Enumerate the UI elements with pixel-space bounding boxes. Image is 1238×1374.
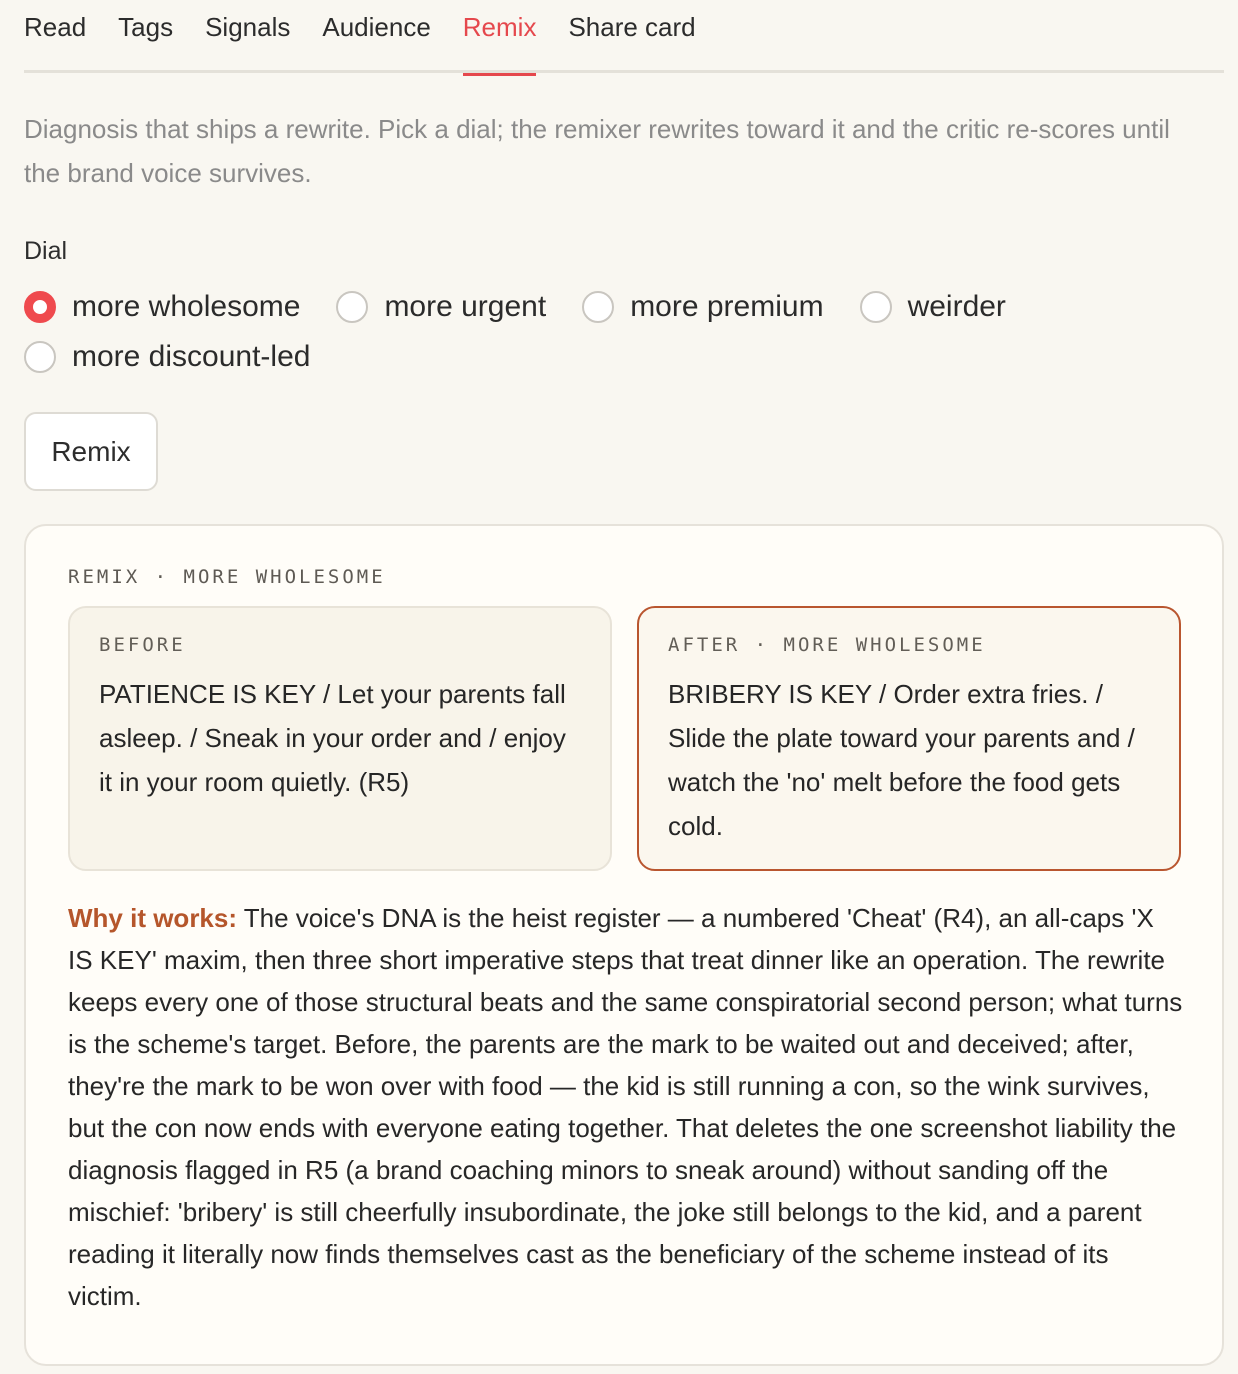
before-header: BEFORE [99,634,186,656]
tab-share-card[interactable]: Share card [568,12,696,42]
radio-unchecked-icon[interactable] [582,291,614,323]
radio-more-wholesome[interactable] [24,288,300,326]
remix-result-card [24,524,1224,1366]
tab-read[interactable]: Read [24,12,87,42]
radio-label: more wholesome [72,290,301,323]
radio-checked-icon[interactable] [24,291,56,323]
tab-bar [24,0,1224,73]
radio-unchecked-icon[interactable] [336,291,368,323]
radio-weirder[interactable] [860,288,1006,326]
result-header: REMIX · MORE WHOLESOME [68,566,386,588]
tab-audience[interactable]: Audience [322,12,431,42]
remix-button[interactable]: Remix [24,412,158,491]
radio-label: more discount-led [72,340,311,373]
dial-label: Dial [24,237,68,265]
why-it-works [68,897,1183,1317]
radio-unchecked-icon[interactable] [24,341,56,373]
after-header: AFTER · MORE WHOLESOME [668,634,986,656]
after-panel [637,606,1181,871]
tab-remix[interactable]: Remix [463,0,537,73]
intro-description: Diagnosis that ships a rewrite. Pick a dial; the remixer rewrites toward it and the critic re-scores until the brand voice survives. [24,114,1170,188]
tab-tags[interactable]: Tags [118,12,174,42]
why-label: Why it works: [68,903,238,933]
why-text: The voice's DNA is the heist register — a numbered 'Cheat' (R4), an all-caps 'X IS KEY' maxim, then three short imperative steps that treat dinner like an operation. The rewrite keeps every one of those structural beats and the same conspiratorial second person; what turns is the scheme's target. Before, the parents are the mark to be waited out and deceived; after, they're the mark to be won over with food — the kid is still running a con, so the wink survives, but the con now ends with everyone eating together. That deletes the one screenshot liability the diagnosis flagged in R5 (a brand coaching minors to sneak around) without sanding off the mischief: 'bribery' is still cheerfully insubordinate, the joke still belongs to the kid, and a parent reading it literally now finds themselves cast as the beneficiary of the scheme instead of its victim. [68,903,1183,1311]
before-text: PATIENCE IS KEY / Let your parents fall asleep. / Sneak in your order and / enjoy it in your room quietly. (R5) [99,679,566,797]
radio-more-urgent[interactable] [336,288,546,326]
radio-label: weirder [907,290,1006,323]
before-after-columns [68,606,1181,871]
before-panel [68,606,612,871]
tab-signals[interactable]: Signals [205,12,291,42]
radio-label: more premium [630,290,824,323]
radio-unchecked-icon[interactable] [860,291,892,323]
dial-radio-group [24,288,1124,376]
radio-more-discount-led[interactable] [24,338,310,376]
after-text: BRIBERY IS KEY / Order extra fries. / Slide the plate toward your parents and / watch the 'no' melt before the food gets cold. [668,679,1135,841]
radio-more-premium[interactable] [582,288,823,326]
radio-label: more urgent [384,290,547,323]
